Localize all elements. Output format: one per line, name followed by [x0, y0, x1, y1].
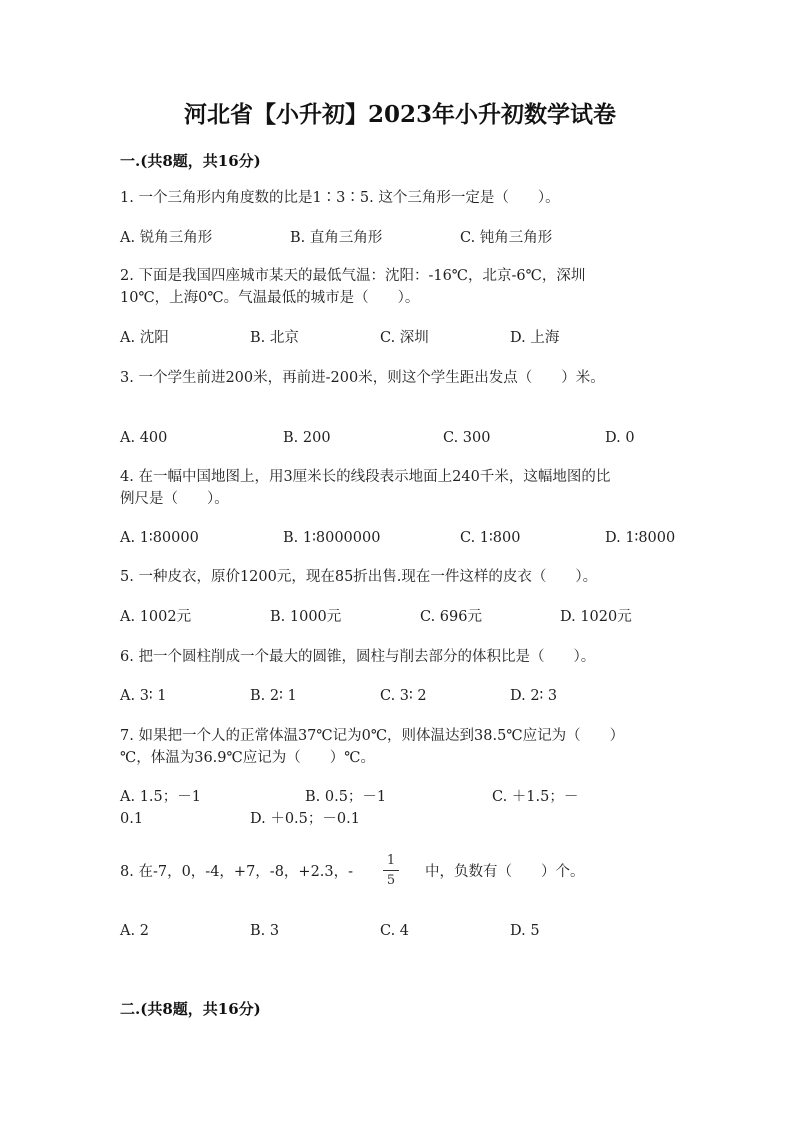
q8-option-d[interactable]: D. 5 [510, 923, 540, 939]
fraction-one-fifth [383, 853, 399, 888]
section-heading-2: 二.(共8题，共16分) [120, 1000, 261, 1018]
q2-option-b[interactable]: B. 北京 [250, 330, 299, 346]
q1-option-c[interactable]: C. 钝角三角形 [460, 230, 553, 246]
q7-option-c-continued: 0.1 [120, 811, 144, 827]
question-5: 5. 一种皮衣，原价1200元，现在85折出售.现在一件这样的皮衣（ ）。 [120, 569, 598, 585]
page-title: 河北省【小升初】2023年小升初数学试卷 [183, 101, 616, 128]
question-4-line-1: 4. 在一幅中国地图上，用3厘米长的线段表示地面上240千米，这幅地图的比 [120, 469, 611, 485]
fraction-bar [383, 870, 399, 871]
question-2-line-2: 10℃，上海0℃。气温最低的城市是（ ）。 [120, 290, 420, 306]
q7-option-a[interactable]: A. 1.5；－1 [120, 789, 201, 805]
q2-option-a[interactable]: A. 沈阳 [120, 330, 169, 346]
fraction-numerator: 1 [386, 853, 396, 868]
q8-option-c[interactable]: C. 4 [380, 923, 410, 939]
q5-option-c[interactable]: C. 696元 [420, 609, 482, 625]
q6-option-a[interactable]: A. 3∶ 1 [120, 688, 167, 704]
question-8-part-1: 8. 在-7，0，-4，+7，-8，+2.3，- [120, 864, 354, 880]
q3-option-b[interactable]: B. 200 [283, 430, 331, 446]
q8-option-b[interactable]: B. 3 [250, 923, 280, 939]
q8-option-a[interactable]: A. 2 [120, 923, 149, 939]
q4-option-d[interactable]: D. 1∶8000 [605, 530, 676, 546]
q7-option-c[interactable]: C. ＋1.5；－ [492, 789, 579, 805]
q4-option-a[interactable]: A. 1∶80000 [120, 530, 199, 546]
question-7-line-1: 7. 如果把一个人的正常体温37℃记为0℃，则体温达到38.5℃应记为（ ） [120, 728, 625, 744]
fraction-denominator: 5 [386, 873, 396, 888]
q4-option-c[interactable]: C. 1∶800 [460, 530, 521, 546]
q6-option-d[interactable]: D. 2∶ 3 [510, 688, 558, 704]
q5-option-b[interactable]: B. 1000元 [270, 609, 342, 625]
q5-option-a[interactable]: A. 1002元 [120, 609, 192, 625]
q7-option-b[interactable]: B. 0.5；－1 [305, 789, 387, 805]
question-3: 3. 一个学生前进200米，再前进-200米，则这个学生距出发点（ ）米。 [120, 370, 605, 386]
question-7-line-2: ℃，体温为36.9℃应记为（ ）℃。 [120, 750, 375, 766]
question-8-part-2: 中，负数有（ ）个。 [425, 864, 585, 880]
q3-option-a[interactable]: A. 400 [120, 430, 168, 446]
question-6: 6. 把一个圆柱削成一个最大的圆锥，圆柱与削去部分的体积比是（ ）。 [120, 649, 596, 665]
q2-option-d[interactable]: D. 上海 [510, 330, 560, 346]
q7-option-d[interactable]: D. ＋0.5；－0.1 [250, 811, 360, 827]
question-1: 1. 一个三角形内角度数的比是1∶3∶5. 这个三角形一定是（ ）。 [120, 190, 560, 206]
q3-option-c[interactable]: C. 300 [443, 430, 491, 446]
q1-option-a[interactable]: A. 锐角三角形 [120, 230, 213, 246]
q5-option-d[interactable]: D. 1020元 [560, 609, 632, 625]
q2-option-c[interactable]: C. 深圳 [380, 330, 429, 346]
q6-option-c[interactable]: C. 3∶ 2 [380, 688, 427, 704]
q3-option-d[interactable]: D. 0 [605, 430, 635, 446]
q1-option-b[interactable]: B. 直角三角形 [290, 230, 383, 246]
question-2-line-1: 2. 下面是我国四座城市某天的最低气温：沈阳：-16℃，北京-6℃，深圳 [120, 268, 586, 284]
q4-option-b[interactable]: B. 1∶8000000 [283, 530, 381, 546]
q6-option-b[interactable]: B. 2∶ 1 [250, 688, 297, 704]
question-4-line-2: 例尺是（ ）。 [120, 491, 229, 507]
section-heading-1: 一.(共8题，共16分) [120, 152, 261, 170]
